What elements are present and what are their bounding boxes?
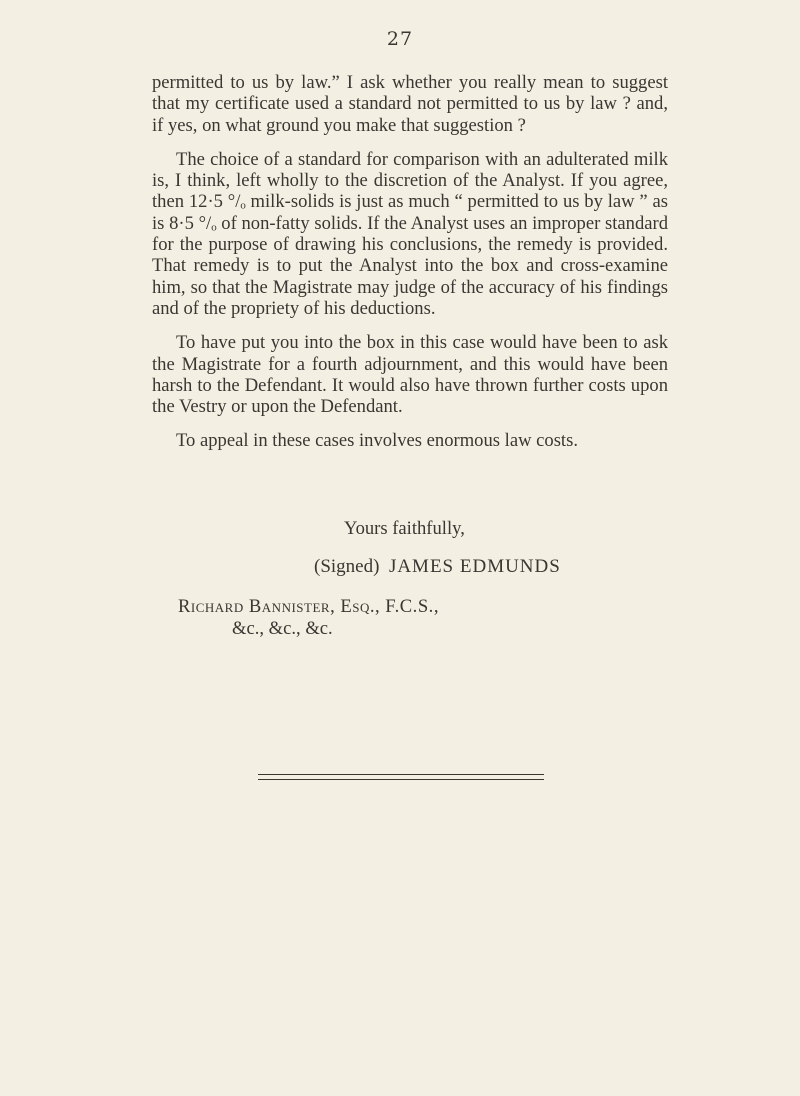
signed-label: (Signed): [314, 556, 380, 577]
paragraph-adjournment: To have put you into the box in this case would have been to ask the Magistrate for a fourth adjournment, and this would have been harsh to the Defendant. It would also have thrown further costs upon the Vestry or upon the Defendant.: [152, 332, 668, 418]
page-number: 27: [386, 28, 414, 50]
end-rule-bottom: [258, 779, 544, 780]
addressee-etc: &c., &c., &c.: [232, 618, 333, 639]
closing-salutation: Yours faithfully,: [344, 518, 465, 539]
letter-body: [152, 72, 668, 465]
signatory-name: JAMES EDMUNDS: [388, 556, 561, 577]
paragraph-appeal-costs: To appeal in these cases involves enormous law costs.: [176, 430, 578, 452]
paragraph-continuation: permitted to us by law.” I ask whether you really mean to suggest that my certificate used a standard not permitted to us by law ? and, if yes, on what ground you make that suggestion ?: [152, 72, 668, 136]
end-rule-top: [258, 774, 544, 775]
addressee: Richard Bannister, Esq., F.C.S.,: [178, 596, 439, 617]
paragraph-standard-choice: The choice of a standard for comparison with an adulterated milk is, I think, left wholly to the discretion of the Analyst. If you agree, then 12·5 °/ₒ milk-solids is just as much “ permitted to us by law ” as is 8·5 °/ₒ of non-fatty solids. If the Analyst uses an improper standard for the purpose of drawing his conclusions, the remedy is provided. That remedy is to put the Analyst into the box and cross-examine him, so that the Magistrate may judge of the accuracy of his findings and of the propriety of his deductions.: [152, 148, 668, 319]
signature-line: [314, 556, 800, 578]
